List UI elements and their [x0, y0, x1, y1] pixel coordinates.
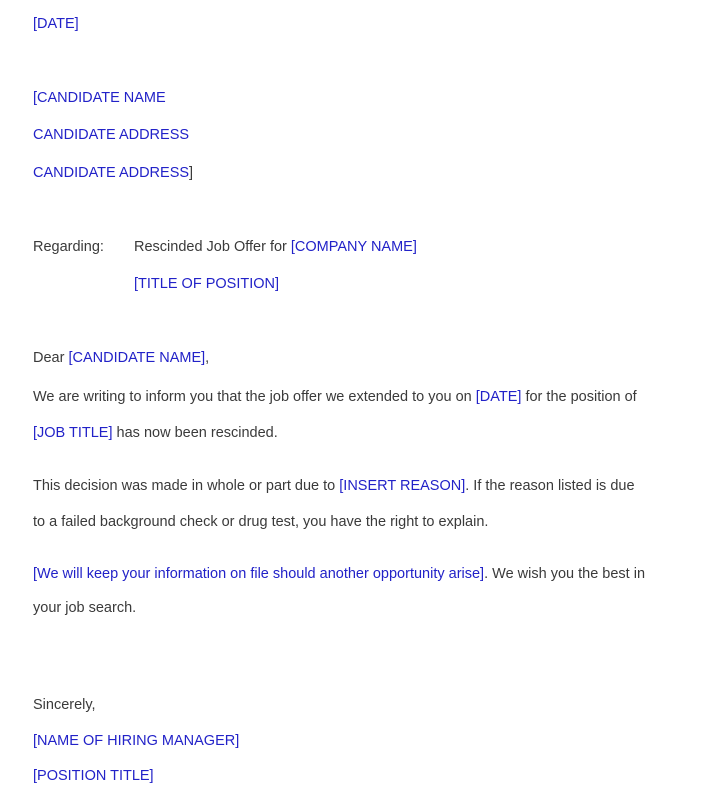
salutation: [33, 348, 209, 368]
candidate-address-line-2: CANDIDATE ADDRESS: [33, 165, 190, 181]
p2-text-b: . If the reason listed is due: [465, 478, 635, 494]
p1-date-placeholder: [DATE]: [475, 389, 522, 405]
paragraph-3-line-2: your job search.: [33, 600, 137, 616]
salutation-suffix: ,: [205, 350, 210, 366]
candidate-name-placeholder: [CANDIDATE NAME: [33, 90, 166, 106]
signer-title-placeholder: [POSITION TITLE]: [33, 768, 154, 784]
signer-name-placeholder: [NAME OF HIRING MANAGER]: [33, 733, 240, 749]
paragraph-2-line-1: [33, 476, 635, 496]
paragraph-2-line-2: to a failed background check or drug test, you have the right to explain.: [33, 514, 489, 530]
p2-text-a: This decision was made in whole or part due to: [33, 478, 336, 494]
p1-text-a: We are writing to inform you that the job offer we extended to you on: [33, 389, 472, 405]
paragraph-1-line-1: [33, 387, 637, 407]
p1-job-title-placeholder: [JOB TITLE]: [33, 425, 113, 441]
title-of-position-placeholder: [TITLE OF POSITION]: [134, 276, 280, 292]
regarding-text: Rescinded Job Offer for: [134, 239, 287, 255]
p1-text-c: has now been rescinded.: [116, 425, 278, 441]
closing: Sincerely,: [33, 697, 96, 713]
paragraph-3-line-1: [33, 564, 645, 584]
p3-placeholder: [We will keep your information on file should another opportunity arise]: [33, 566, 485, 582]
salutation-name-placeholder: [CANDIDATE NAME]: [68, 350, 206, 366]
p2-reason-placeholder: [INSERT REASON]: [339, 478, 466, 494]
date-placeholder: [DATE]: [33, 16, 79, 32]
paragraph-1-line-2: [33, 423, 278, 443]
candidate-address-line-2-row: [33, 163, 193, 183]
p1-text-b: for the position of: [525, 389, 637, 405]
p3-text-b: . We wish you the best in: [484, 566, 646, 582]
candidate-address-line-1: CANDIDATE ADDRESS: [33, 127, 190, 143]
salutation-prefix: Dear: [33, 350, 65, 366]
company-name-placeholder: [COMPANY NAME]: [290, 239, 417, 255]
address-close-bracket: ]: [189, 165, 194, 181]
regarding-label: Regarding:: [33, 239, 104, 255]
regarding-line: [134, 237, 417, 257]
